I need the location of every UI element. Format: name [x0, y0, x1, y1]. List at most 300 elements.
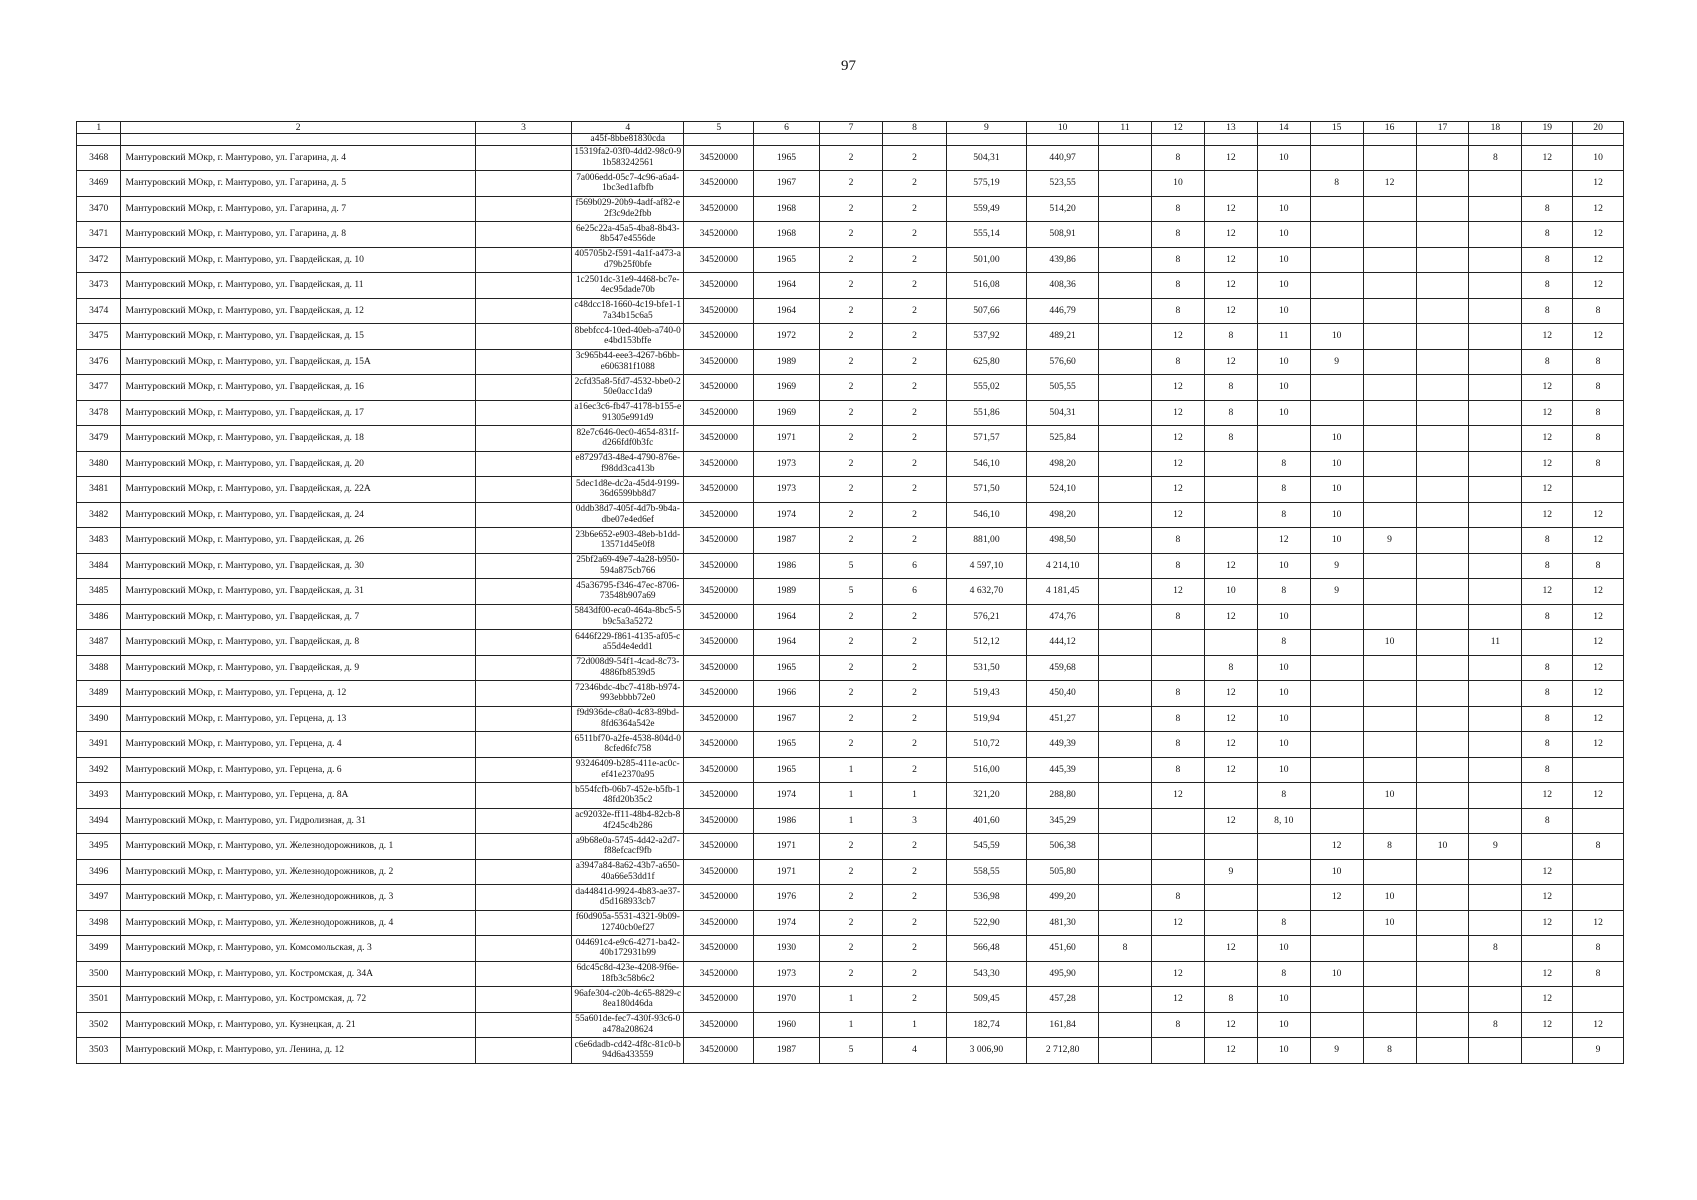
- year-cell: 1973: [754, 451, 820, 477]
- table-cell: 8: [1573, 298, 1624, 324]
- house-guid-cell: a16ec3c6-fb47-4178-b155-e91305e991d9: [572, 400, 684, 426]
- table-cell: 8: [1152, 247, 1205, 273]
- table-cell: 8: [1204, 375, 1257, 401]
- table-cell: [1469, 134, 1522, 146]
- column-header-12: 12: [1152, 122, 1205, 134]
- oktmo-cell: 34520000: [684, 783, 754, 809]
- table-cell: 545,59: [946, 834, 1026, 860]
- table-cell: [1416, 145, 1469, 171]
- table-cell: 8: [1152, 1012, 1205, 1038]
- year-cell: 1967: [754, 706, 820, 732]
- table-cell: 2: [819, 273, 882, 299]
- table-cell: 6: [883, 579, 946, 605]
- table-cell: 2: [883, 171, 946, 197]
- table-cell: 12: [1573, 783, 1624, 809]
- year-cell: 1970: [754, 987, 820, 1013]
- table-cell: [475, 375, 571, 401]
- table-cell: 12: [1363, 171, 1416, 197]
- table-cell: 12: [1573, 732, 1624, 758]
- table-cell: 439,86: [1027, 247, 1099, 273]
- oktmo-cell: 34520000: [684, 145, 754, 171]
- table-cell: [1363, 477, 1416, 503]
- table-cell: 2: [883, 885, 946, 911]
- row-number-cell: 3481: [77, 477, 121, 503]
- table-cell: [1469, 400, 1522, 426]
- table-cell: 10: [1310, 859, 1363, 885]
- table-cell: [1469, 732, 1522, 758]
- table-cell: [1416, 502, 1469, 528]
- row-number-cell: 3496: [77, 859, 121, 885]
- table-cell: [1573, 885, 1624, 911]
- year-cell: 1964: [754, 630, 820, 656]
- oktmo-cell: 34520000: [684, 579, 754, 605]
- oktmo-cell: 34520000: [684, 502, 754, 528]
- table-cell: [475, 579, 571, 605]
- table-cell: [1469, 808, 1522, 834]
- table-cell: [1416, 400, 1469, 426]
- table-cell: 8: [1152, 298, 1205, 324]
- table-cell: 10: [1257, 732, 1310, 758]
- table-cell: 2: [883, 298, 946, 324]
- table-cell: 12: [1310, 885, 1363, 911]
- row-number-cell: 3486: [77, 604, 121, 630]
- table-cell: 499,20: [1027, 885, 1099, 911]
- table-cell: [1204, 502, 1257, 528]
- table-cell: 8: [1573, 451, 1624, 477]
- house-guid-cell: 23b6e652-e903-48eb-b1dd-13571d45e0f8: [572, 528, 684, 554]
- table-cell: 12: [1204, 145, 1257, 171]
- house-guid-cell: 45a36795-f346-47ec-8706-73548b907a69: [572, 579, 684, 605]
- table-cell: [1099, 987, 1152, 1013]
- address-cell: Мантуровский МОкр, г. Мантурово, ул. Железнодорожников, д. 3: [121, 885, 475, 911]
- table-cell: 10: [1257, 757, 1310, 783]
- oktmo-cell: 34520000: [684, 604, 754, 630]
- table-cell: 12: [1152, 987, 1205, 1013]
- table-row: [77, 961, 1624, 987]
- table-cell: 12: [1522, 961, 1573, 987]
- oktmo-cell: 34520000: [684, 706, 754, 732]
- table-cell: 555,14: [946, 222, 1026, 248]
- table-cell: 10: [1257, 375, 1310, 401]
- table-cell: [1204, 451, 1257, 477]
- table-cell: [1363, 1012, 1416, 1038]
- table-cell: 8: [1522, 681, 1573, 707]
- table-cell: 10: [1573, 145, 1624, 171]
- table-cell: [1310, 681, 1363, 707]
- table-cell: 2 712,80: [1027, 1038, 1099, 1064]
- table-row: [77, 553, 1624, 579]
- table-cell: [1310, 706, 1363, 732]
- oktmo-cell: 34520000: [684, 732, 754, 758]
- table-row: [77, 859, 1624, 885]
- oktmo-cell: 34520000: [684, 477, 754, 503]
- table-cell: 2: [883, 834, 946, 860]
- row-number-cell: 3490: [77, 706, 121, 732]
- table-row: [77, 375, 1624, 401]
- table-cell: [1257, 885, 1310, 911]
- table-cell: [1099, 502, 1152, 528]
- table-cell: [77, 134, 121, 146]
- table-cell: 8: [1152, 349, 1205, 375]
- table-cell: 288,80: [1027, 783, 1099, 809]
- table-cell: 8: [1204, 426, 1257, 452]
- table-cell: [475, 477, 571, 503]
- house-guid-cell: f569b029-20b9-4adf-af82-e2f3c9de2fbb: [572, 196, 684, 222]
- table-cell: [1099, 604, 1152, 630]
- year-cell: 1973: [754, 477, 820, 503]
- table-cell: [1099, 885, 1152, 911]
- table-cell: 2: [883, 222, 946, 248]
- table-cell: [1573, 859, 1624, 885]
- oktmo-cell: 34520000: [684, 451, 754, 477]
- table-cell: 9: [1573, 1038, 1624, 1064]
- year-cell: 1965: [754, 247, 820, 273]
- column-header-15: 15: [1310, 122, 1363, 134]
- address-cell: Мантуровский МОкр, г. Мантурово, ул. Гвардейская, д. 16: [121, 375, 475, 401]
- table-cell: [475, 1038, 571, 1064]
- table-cell: 12: [1204, 604, 1257, 630]
- house-guid-cell: 55a601de-fec7-430f-93c6-0a478a208624: [572, 1012, 684, 1038]
- table-cell: 8: [1469, 145, 1522, 171]
- table-cell: [475, 681, 571, 707]
- table-cell: 12: [1522, 1012, 1573, 1038]
- table-cell: 8: [1573, 834, 1624, 860]
- row-number-cell: 3470: [77, 196, 121, 222]
- year-cell: 1986: [754, 808, 820, 834]
- table-cell: 531,50: [946, 655, 1026, 681]
- address-cell: Мантуровский МОкр, г. Мантурово, ул. Герцена, д. 6: [121, 757, 475, 783]
- table-cell: 12: [1152, 375, 1205, 401]
- table-cell: 445,39: [1027, 757, 1099, 783]
- table-row: [77, 477, 1624, 503]
- table-cell: 2: [883, 451, 946, 477]
- table-cell: [475, 987, 571, 1013]
- year-cell: 1969: [754, 375, 820, 401]
- table-cell: [475, 783, 571, 809]
- table-cell: [1416, 247, 1469, 273]
- table-cell: 12: [1204, 349, 1257, 375]
- table-cell: 12: [1204, 757, 1257, 783]
- table-cell: [1099, 247, 1152, 273]
- table-cell: 12: [1152, 426, 1205, 452]
- table-cell: [1416, 528, 1469, 554]
- table-cell: 446,79: [1027, 298, 1099, 324]
- table-cell: [1469, 553, 1522, 579]
- table-cell: [1363, 145, 1416, 171]
- row-number-cell: 3492: [77, 757, 121, 783]
- table-cell: [946, 134, 1026, 146]
- table-cell: 8: [1152, 604, 1205, 630]
- column-header-16: 16: [1363, 122, 1416, 134]
- table-cell: 4 597,10: [946, 553, 1026, 579]
- table-cell: 12: [1522, 145, 1573, 171]
- row-number-cell: 3491: [77, 732, 121, 758]
- table-cell: 576,60: [1027, 349, 1099, 375]
- table-cell: 10: [1257, 936, 1310, 962]
- table-cell: 10: [1363, 910, 1416, 936]
- table-cell: 8: [1310, 171, 1363, 197]
- table-cell: 12: [1204, 936, 1257, 962]
- year-cell: 1974: [754, 502, 820, 528]
- table-cell: [1363, 400, 1416, 426]
- table-cell: 510,72: [946, 732, 1026, 758]
- table-cell: [1363, 298, 1416, 324]
- table-cell: 519,43: [946, 681, 1026, 707]
- table-cell: [1469, 1038, 1522, 1064]
- table-cell: 516,08: [946, 273, 1026, 299]
- row-number-cell: 3472: [77, 247, 121, 273]
- table-cell: [1469, 885, 1522, 911]
- table-cell: [475, 630, 571, 656]
- house-guid-cell: 0ddb38d7-405f-4d7b-9b4a-dbe07e4ed6ef: [572, 502, 684, 528]
- table-cell: 4 632,70: [946, 579, 1026, 605]
- house-guid-cell: 8bebfcc4-10ed-40eb-a740-0e4bd153bffe: [572, 324, 684, 350]
- table-row: [77, 349, 1624, 375]
- row-number-cell: 3489: [77, 681, 121, 707]
- table-cell: [1027, 134, 1099, 146]
- address-cell: Мантуровский МОкр, г. Мантурово, ул. Гвардейская, д. 22А: [121, 477, 475, 503]
- column-header-10: 10: [1027, 122, 1099, 134]
- table-cell: 12: [1573, 706, 1624, 732]
- table-cell: 2: [883, 477, 946, 503]
- address-cell: Мантуровский МОкр, г. Мантурово, ул. Гвардейская, д. 17: [121, 400, 475, 426]
- house-guid-cell: 72d008d9-54f1-4cad-8c73-4886fb8539d5: [572, 655, 684, 681]
- table-cell: 8: [1522, 706, 1573, 732]
- table-cell: [475, 885, 571, 911]
- table-cell: 12: [1204, 222, 1257, 248]
- table-cell: [1469, 783, 1522, 809]
- table-cell: 2: [883, 732, 946, 758]
- address-cell: Мантуровский МОкр, г. Мантурово, ул. Гвардейская, д. 8: [121, 630, 475, 656]
- year-cell: 1971: [754, 426, 820, 452]
- table-cell: 2: [883, 604, 946, 630]
- table-cell: 8: [1522, 298, 1573, 324]
- house-guid-cell: f60d905a-5531-4321-9b09-12740cb0ef27: [572, 910, 684, 936]
- table-cell: [1363, 349, 1416, 375]
- table-cell: [1152, 859, 1205, 885]
- table-cell: [475, 706, 571, 732]
- table-cell: 12: [1204, 273, 1257, 299]
- table-cell: [1416, 757, 1469, 783]
- table-cell: 8: [1152, 732, 1205, 758]
- address-cell: Мантуровский МОкр, г. Мантурово, ул. Гвардейская, д. 15А: [121, 349, 475, 375]
- table-cell: 8: [1257, 502, 1310, 528]
- table-cell: [1363, 273, 1416, 299]
- row-number-cell: 3477: [77, 375, 121, 401]
- table-cell: 2: [819, 171, 882, 197]
- table-cell: 516,00: [946, 757, 1026, 783]
- table-cell: 514,20: [1027, 196, 1099, 222]
- address-cell: Мантуровский МОкр, г. Мантурово, ул. Ленина, д. 12: [121, 1038, 475, 1064]
- table-row: [77, 222, 1624, 248]
- table-cell: [1152, 655, 1205, 681]
- table-cell: 450,40: [1027, 681, 1099, 707]
- table-cell: 10: [1257, 553, 1310, 579]
- table-cell: 2: [819, 451, 882, 477]
- table-cell: 449,39: [1027, 732, 1099, 758]
- table-cell: [1469, 171, 1522, 197]
- table-row: [77, 681, 1624, 707]
- table-cell: 2: [819, 910, 882, 936]
- row-number-cell: 3482: [77, 502, 121, 528]
- table-cell: 537,92: [946, 324, 1026, 350]
- table-cell: 8: [1152, 528, 1205, 554]
- table-cell: [475, 655, 571, 681]
- table-cell: [1099, 1038, 1152, 1064]
- table-cell: [1099, 298, 1152, 324]
- table-cell: [1310, 134, 1363, 146]
- table-cell: [1363, 375, 1416, 401]
- table-cell: 543,30: [946, 961, 1026, 987]
- table-cell: [1363, 451, 1416, 477]
- house-guid-cell: a9b68e0a-5745-4d42-a2d7-f88efcacf9fb: [572, 834, 684, 860]
- table-cell: [475, 298, 571, 324]
- table-cell: 12: [1573, 273, 1624, 299]
- address-cell: Мантуровский МОкр, г. Мантурово, ул. Гагарина, д. 7: [121, 196, 475, 222]
- table-cell: 8: [1152, 553, 1205, 579]
- table-cell: [1469, 579, 1522, 605]
- table-cell: 2: [883, 910, 946, 936]
- row-number-cell: 3474: [77, 298, 121, 324]
- table-cell: 8: [1469, 936, 1522, 962]
- table-cell: 12: [1573, 247, 1624, 273]
- table-cell: 12: [1257, 528, 1310, 554]
- table-cell: [1416, 910, 1469, 936]
- table-cell: 12: [1152, 324, 1205, 350]
- table-cell: 12: [1522, 885, 1573, 911]
- table-cell: [1099, 757, 1152, 783]
- table-cell: [1099, 273, 1152, 299]
- row-number-cell: 3480: [77, 451, 121, 477]
- year-cell: 1986: [754, 553, 820, 579]
- table-cell: 625,80: [946, 349, 1026, 375]
- table-cell: [475, 451, 571, 477]
- table-cell: [1257, 834, 1310, 860]
- table-row: [77, 145, 1624, 171]
- table-row: [77, 834, 1624, 860]
- table-cell: 12: [1573, 1012, 1624, 1038]
- table-cell: [475, 553, 571, 579]
- table-cell: 571,50: [946, 477, 1026, 503]
- column-header-19: 19: [1522, 122, 1573, 134]
- table-cell: 12: [1204, 808, 1257, 834]
- table-cell: [1469, 298, 1522, 324]
- table-cell: 4 181,45: [1027, 579, 1099, 605]
- table-cell: [1469, 706, 1522, 732]
- year-cell: 1989: [754, 579, 820, 605]
- table-cell: [1416, 579, 1469, 605]
- table-cell: [475, 222, 571, 248]
- table-cell: 10: [1204, 579, 1257, 605]
- table-cell: [1099, 400, 1152, 426]
- table-cell: 12: [1573, 579, 1624, 605]
- column-header-3: 3: [475, 122, 571, 134]
- table-cell: 2: [883, 273, 946, 299]
- table-cell: [475, 936, 571, 962]
- table-cell: 512,12: [946, 630, 1026, 656]
- table-cell: [1469, 426, 1522, 452]
- table-cell: 11: [1257, 324, 1310, 350]
- table-cell: [1416, 222, 1469, 248]
- table-cell: 2: [883, 196, 946, 222]
- table-cell: [1257, 134, 1310, 146]
- table-cell: [475, 910, 571, 936]
- table-cell: 2: [883, 757, 946, 783]
- table-cell: [121, 134, 475, 146]
- table-cell: 10: [1257, 1012, 1310, 1038]
- table-cell: 12: [1522, 324, 1573, 350]
- table-cell: 524,10: [1027, 477, 1099, 503]
- table-cell: [1522, 134, 1573, 146]
- row-number-cell: 3493: [77, 783, 121, 809]
- table-cell: 444,12: [1027, 630, 1099, 656]
- table-cell: [1204, 171, 1257, 197]
- oktmo-cell: 34520000: [684, 808, 754, 834]
- table-cell: 10: [1310, 502, 1363, 528]
- table-cell: [1310, 987, 1363, 1013]
- table-cell: 9: [1310, 349, 1363, 375]
- row-number-cell: 3500: [77, 961, 121, 987]
- table-cell: 9: [1310, 1038, 1363, 1064]
- table-cell: 451,60: [1027, 936, 1099, 962]
- year-cell: 1965: [754, 757, 820, 783]
- table-cell: [1469, 451, 1522, 477]
- table-cell: [1522, 936, 1573, 962]
- house-guid-cell: e87297d3-48e4-4790-876e-f98dd3ca413b: [572, 451, 684, 477]
- table-cell: 566,48: [946, 936, 1026, 962]
- table-cell: [1573, 477, 1624, 503]
- table-cell: 505,80: [1027, 859, 1099, 885]
- table-cell: [1310, 910, 1363, 936]
- oktmo-cell: 34520000: [684, 324, 754, 350]
- address-cell: Мантуровский МОкр, г. Мантурово, ул. Гвардейская, д. 10: [121, 247, 475, 273]
- table-cell: 2: [819, 196, 882, 222]
- table-cell: [819, 134, 882, 146]
- table-cell: [1469, 349, 1522, 375]
- table-cell: 8: [1573, 400, 1624, 426]
- table-cell: 12: [1152, 502, 1205, 528]
- table-cell: [1573, 757, 1624, 783]
- table-cell: [475, 502, 571, 528]
- table-cell: 10: [1257, 222, 1310, 248]
- table-cell: [1099, 681, 1152, 707]
- address-cell: Мантуровский МОкр, г. Мантурово, ул. Кузнецкая, д. 21: [121, 1012, 475, 1038]
- table-cell: 6: [883, 553, 946, 579]
- table-cell: [1522, 834, 1573, 860]
- row-number-cell: 3502: [77, 1012, 121, 1038]
- table-cell: 546,10: [946, 451, 1026, 477]
- table-cell: [1469, 757, 1522, 783]
- table-cell: [475, 834, 571, 860]
- column-header-13: 13: [1204, 122, 1257, 134]
- column-header-17: 17: [1416, 122, 1469, 134]
- table-cell: [1099, 579, 1152, 605]
- table-cell: [1310, 196, 1363, 222]
- table-cell: 501,00: [946, 247, 1026, 273]
- table-cell: 12: [1573, 222, 1624, 248]
- table-cell: 10: [1310, 451, 1363, 477]
- table-cell: [1363, 134, 1416, 146]
- table-cell: 10: [1257, 1038, 1310, 1064]
- table-row: [77, 732, 1624, 758]
- year-cell: 1974: [754, 783, 820, 809]
- address-cell: Мантуровский МОкр, г. Мантурово, ул. Гвардейская, д. 9: [121, 655, 475, 681]
- house-guid-cell: 96afe304-c20b-4c65-8829-c8ea180d46da: [572, 987, 684, 1013]
- oktmo-cell: 34520000: [684, 171, 754, 197]
- table-cell: 3 006,90: [946, 1038, 1026, 1064]
- row-number-cell: 3495: [77, 834, 121, 860]
- year-cell: 1964: [754, 273, 820, 299]
